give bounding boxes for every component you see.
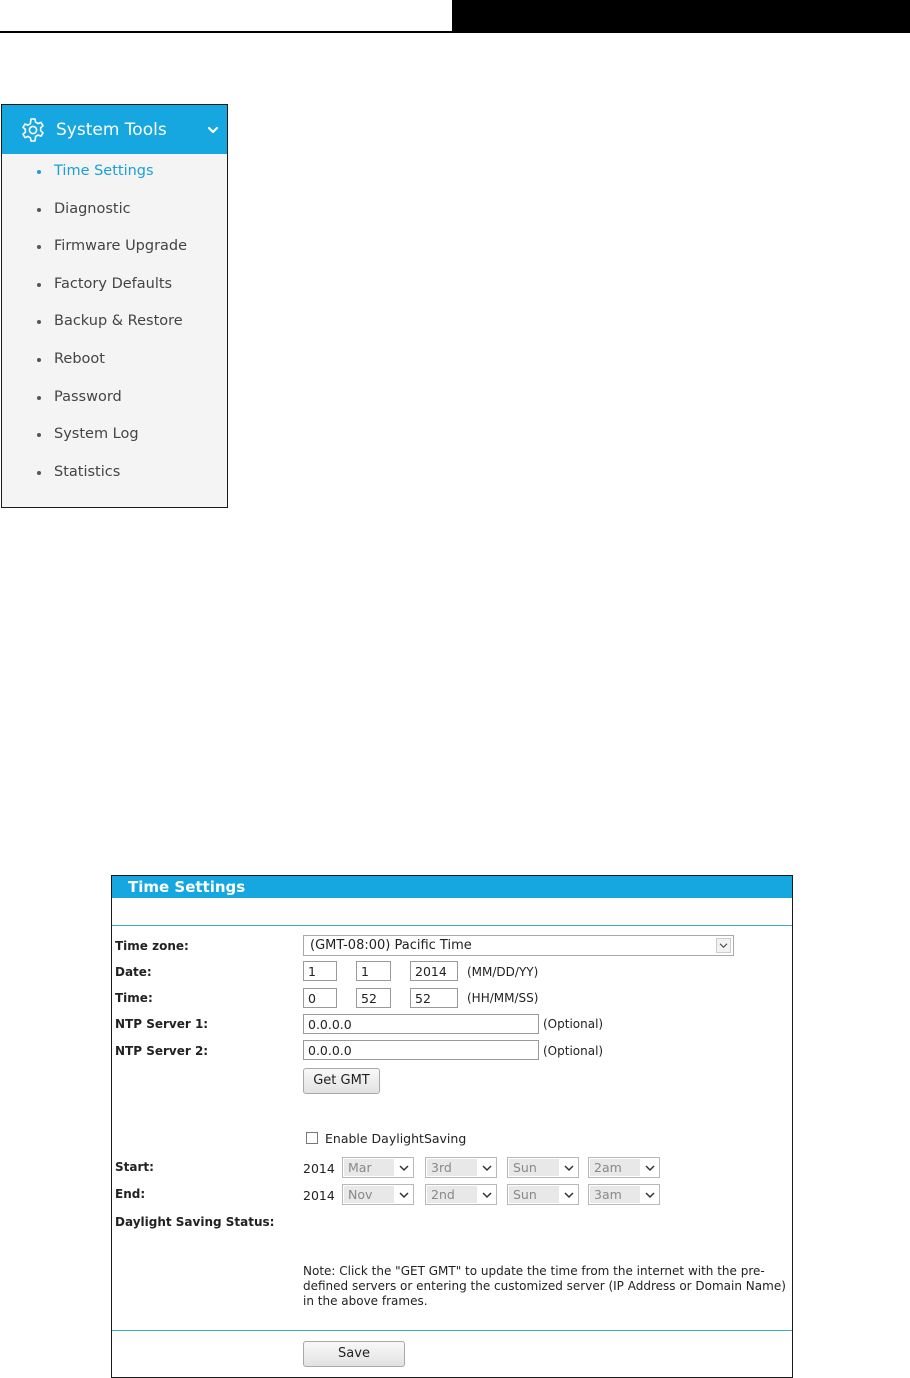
start-label: Start: (115, 1160, 154, 1174)
sidebar-item-reboot[interactable] (2, 342, 227, 380)
panel-title-bar (112, 876, 792, 898)
date-day-input[interactable] (356, 961, 391, 981)
sidebar-item-label: Reboot (54, 350, 105, 367)
daylight-saving-status-label: Daylight Saving Status: (115, 1215, 275, 1229)
sidebar-item-label: Firmware Upgrade (54, 238, 188, 255)
ntp-server-1-label: NTP Server 1: (115, 1017, 209, 1031)
end-day-select[interactable] (507, 1184, 579, 1205)
bullet-icon (37, 283, 41, 287)
divider (112, 925, 792, 926)
chevron-down-icon (716, 938, 731, 953)
chevron-down-icon (644, 1162, 656, 1174)
bullet-icon (37, 208, 41, 212)
ntp-server-2-label: NTP Server 2: (115, 1044, 209, 1058)
chevron-down-icon (563, 1189, 575, 1201)
time-hour-input[interactable] (303, 988, 337, 1008)
end-label: End: (115, 1187, 146, 1201)
daylight-saving-label: Enable DaylightSaving (325, 1131, 467, 1146)
chevron-down-icon (398, 1189, 410, 1201)
get-gmt-button[interactable]: Get GMT (303, 1068, 380, 1094)
bullet-icon (37, 358, 41, 362)
daylight-saving-checkbox[interactable] (306, 1132, 318, 1144)
divider (112, 1330, 792, 1331)
chevron-down-icon (644, 1189, 656, 1201)
sidebar-item-label: Diagnostic (54, 200, 131, 217)
start-week-value: 3rd (431, 1160, 452, 1175)
sidebar-item-system-log[interactable] (2, 417, 227, 455)
date-label: Date: (115, 965, 152, 979)
header-rule (0, 31, 452, 33)
sidebar-item-label: Factory Defaults (54, 275, 173, 292)
bullet-icon (37, 170, 41, 174)
end-hour-select[interactable] (588, 1184, 660, 1205)
end-year: 2014 (303, 1188, 335, 1203)
ntp-server-2-input[interactable] (303, 1040, 539, 1060)
sidebar-item-label: Password (54, 388, 122, 405)
bullet-icon (37, 396, 41, 400)
date-format-hint: (MM/DD/YY) (467, 965, 539, 979)
timezone-value: (GMT-08:00) Pacific Time (310, 938, 472, 953)
start-month-select[interactable] (342, 1157, 414, 1178)
start-hour-value: 2am (594, 1160, 622, 1175)
time-settings-panel (111, 875, 793, 1378)
sidebar (1, 104, 228, 508)
end-hour-value: 3am (594, 1187, 622, 1202)
ntp-server-1-optional: (Optional) (543, 1017, 604, 1031)
ntp-server-1-input[interactable] (303, 1014, 539, 1034)
chevron-down-icon[interactable] (206, 123, 220, 137)
sidebar-item-time-settings[interactable] (2, 154, 227, 192)
end-day-value: Sun (513, 1187, 537, 1202)
sidebar-item-label: Time Settings (54, 163, 154, 179)
gear-icon (20, 117, 46, 143)
start-month-value: Mar (348, 1160, 372, 1175)
time-second-input[interactable] (410, 988, 458, 1008)
end-week-select[interactable] (425, 1184, 497, 1205)
timezone-select[interactable] (303, 935, 734, 956)
sidebar-item-password[interactable] (2, 380, 227, 418)
sidebar-header[interactable] (2, 105, 227, 154)
start-year: 2014 (303, 1161, 335, 1176)
date-month-input[interactable] (303, 961, 337, 981)
sidebar-item-label: Statistics (54, 463, 121, 480)
sidebar-item-statistics[interactable] (2, 455, 227, 493)
timezone-label: Time zone: (115, 939, 189, 953)
time-format-hint: (HH/MM/SS) (467, 991, 539, 1005)
date-year-input[interactable] (410, 961, 458, 981)
end-week-value: 2nd (431, 1187, 455, 1202)
sidebar-item-firmware-upgrade[interactable] (2, 229, 227, 267)
ntp-server-2-optional: (Optional) (543, 1044, 604, 1058)
header-bar (452, 0, 910, 33)
start-week-select[interactable] (425, 1157, 497, 1178)
sidebar-item-label: Backup & Restore (54, 313, 183, 330)
sidebar-item-backup-restore[interactable] (2, 304, 227, 342)
chevron-down-icon (481, 1162, 493, 1174)
bullet-icon (37, 245, 41, 249)
time-label: Time: (115, 991, 153, 1005)
bullet-icon (37, 433, 41, 437)
chevron-down-icon (398, 1162, 410, 1174)
panel-title: Time Settings (128, 878, 246, 896)
start-hour-select[interactable] (588, 1157, 660, 1178)
chevron-down-icon (563, 1162, 575, 1174)
bullet-icon (37, 320, 41, 324)
start-day-value: Sun (513, 1160, 537, 1175)
sidebar-item-diagnostic[interactable] (2, 192, 227, 230)
chevron-down-icon (481, 1189, 493, 1201)
start-day-select[interactable] (507, 1157, 579, 1178)
time-minute-input[interactable] (356, 988, 391, 1008)
bullet-icon (37, 471, 41, 475)
end-month-select[interactable] (342, 1184, 414, 1205)
save-button[interactable]: Save (303, 1341, 405, 1367)
sidebar-item-label: System Log (54, 426, 139, 443)
end-month-value: Nov (348, 1187, 373, 1202)
sidebar-menu (2, 154, 227, 492)
note-text: Note: Click the "GET GMT" to update the time from the internet with the pre-defined servers or entering the customized server (IP Address or Domain Name) in the above frames. (303, 1264, 786, 1308)
sidebar-title: System Tools (56, 120, 167, 140)
sidebar-item-factory-defaults[interactable] (2, 267, 227, 305)
